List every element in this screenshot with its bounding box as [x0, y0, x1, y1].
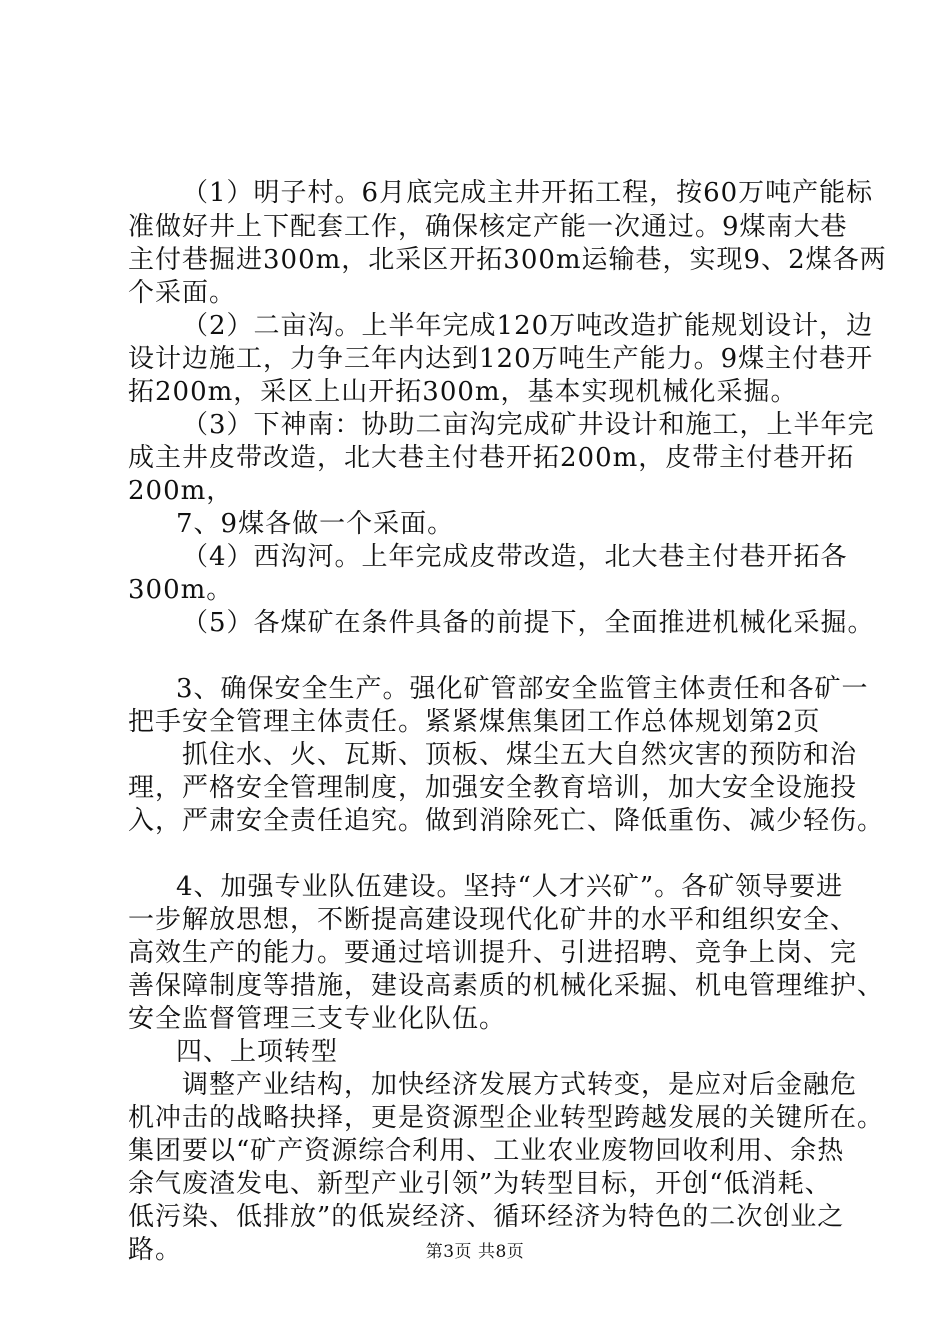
text-line: （5）各煤矿在条件具备的前提下，全面推进机械化采掘。	[182, 608, 875, 638]
text-line: 路。	[128, 1235, 183, 1265]
page-footer: 第3页 共8页	[425, 1242, 525, 1262]
section-heading: 四、上项转型	[176, 1037, 339, 1067]
text-line: 拓200m，采区上山开拓300m，基本实现机械化采掘。	[128, 377, 798, 407]
text-line: （2）二亩沟。上半年完成120万吨改造扩能规划设计，边	[182, 311, 874, 341]
text-line: 200m，	[128, 476, 234, 506]
text-line: 个采面。	[128, 278, 237, 308]
text-line: 善保障制度等措施，建设高素质的机械化采掘、机电管理维护、	[128, 971, 885, 1001]
text-line: 入，严肃安全责任追究。做到消除死亡、降低重伤、减少轻伤。	[128, 806, 885, 836]
text-line: （3）下神南：协助二亩沟完成矿井设计和施工，上半年完	[182, 410, 875, 440]
text-line: 机冲击的战略抉择，更是资源型企业转型跨越发展的关键所在。	[128, 1103, 885, 1133]
text-line: 设计边施工，力争三年内达到120万吨生产能力。9煤主付巷开	[128, 344, 874, 374]
text-line: 集团要以“矿产资源综合利用、工业农业废物回收利用、余热	[128, 1136, 845, 1166]
text-line: 300m。	[128, 575, 234, 605]
text-line: （4）西沟河。上年完成皮带改造，北大巷主付巷开拓各	[182, 542, 848, 572]
text-line: 7、9煤各做一个采面。	[176, 509, 455, 539]
text-line: 主付巷掘进300m，北采区开拓300m运输巷，实现9、2煤各两	[128, 245, 887, 275]
text-line: 把手安全管理主体责任。紧紧煤焦集团工作总体规划第2页	[128, 707, 821, 737]
text-line: 一步解放思想，不断提高建设现代化矿井的水平和组织安全、	[128, 905, 858, 935]
text-line: 余气废渣发电、新型产业引领”为转型目标，开创“低消耗、	[128, 1169, 832, 1199]
text-line: 4、加强专业队伍建设。坚持“人才兴矿”。各矿领导要进	[176, 872, 844, 902]
text-line: 3、确保安全生产。强化矿管部安全监管主体责任和各矿一	[176, 674, 869, 704]
text-line: 理，严格安全管理制度，加强安全教育培训，加大安全设施投	[128, 773, 858, 803]
text-line: 安全监督管理三支专业化队伍。	[128, 1004, 507, 1034]
text-line: 调整产业结构，加快经济发展方式转变，是应对后金融危	[182, 1070, 858, 1100]
text-line: （1）明子村。6月底完成主井开拓工程，按60万吨产能标	[182, 178, 874, 208]
text-line: 成主井皮带改造，北大巷主付巷开拓200m，皮带主付巷开拓	[128, 443, 855, 473]
text-line: 高效生产的能力。要通过培训提升、引进招聘、竞争上岗、完	[128, 938, 858, 968]
text-line: 低污染、低排放”的低炭经济、循环经济为特色的二次创业之	[128, 1202, 845, 1232]
text-line: 抓住水、火、瓦斯、顶板、煤尘五大自然灾害的预防和治	[182, 740, 858, 770]
text-line: 准做好井上下配套工作，确保核定产能一次通过。9煤南大巷	[128, 212, 848, 242]
